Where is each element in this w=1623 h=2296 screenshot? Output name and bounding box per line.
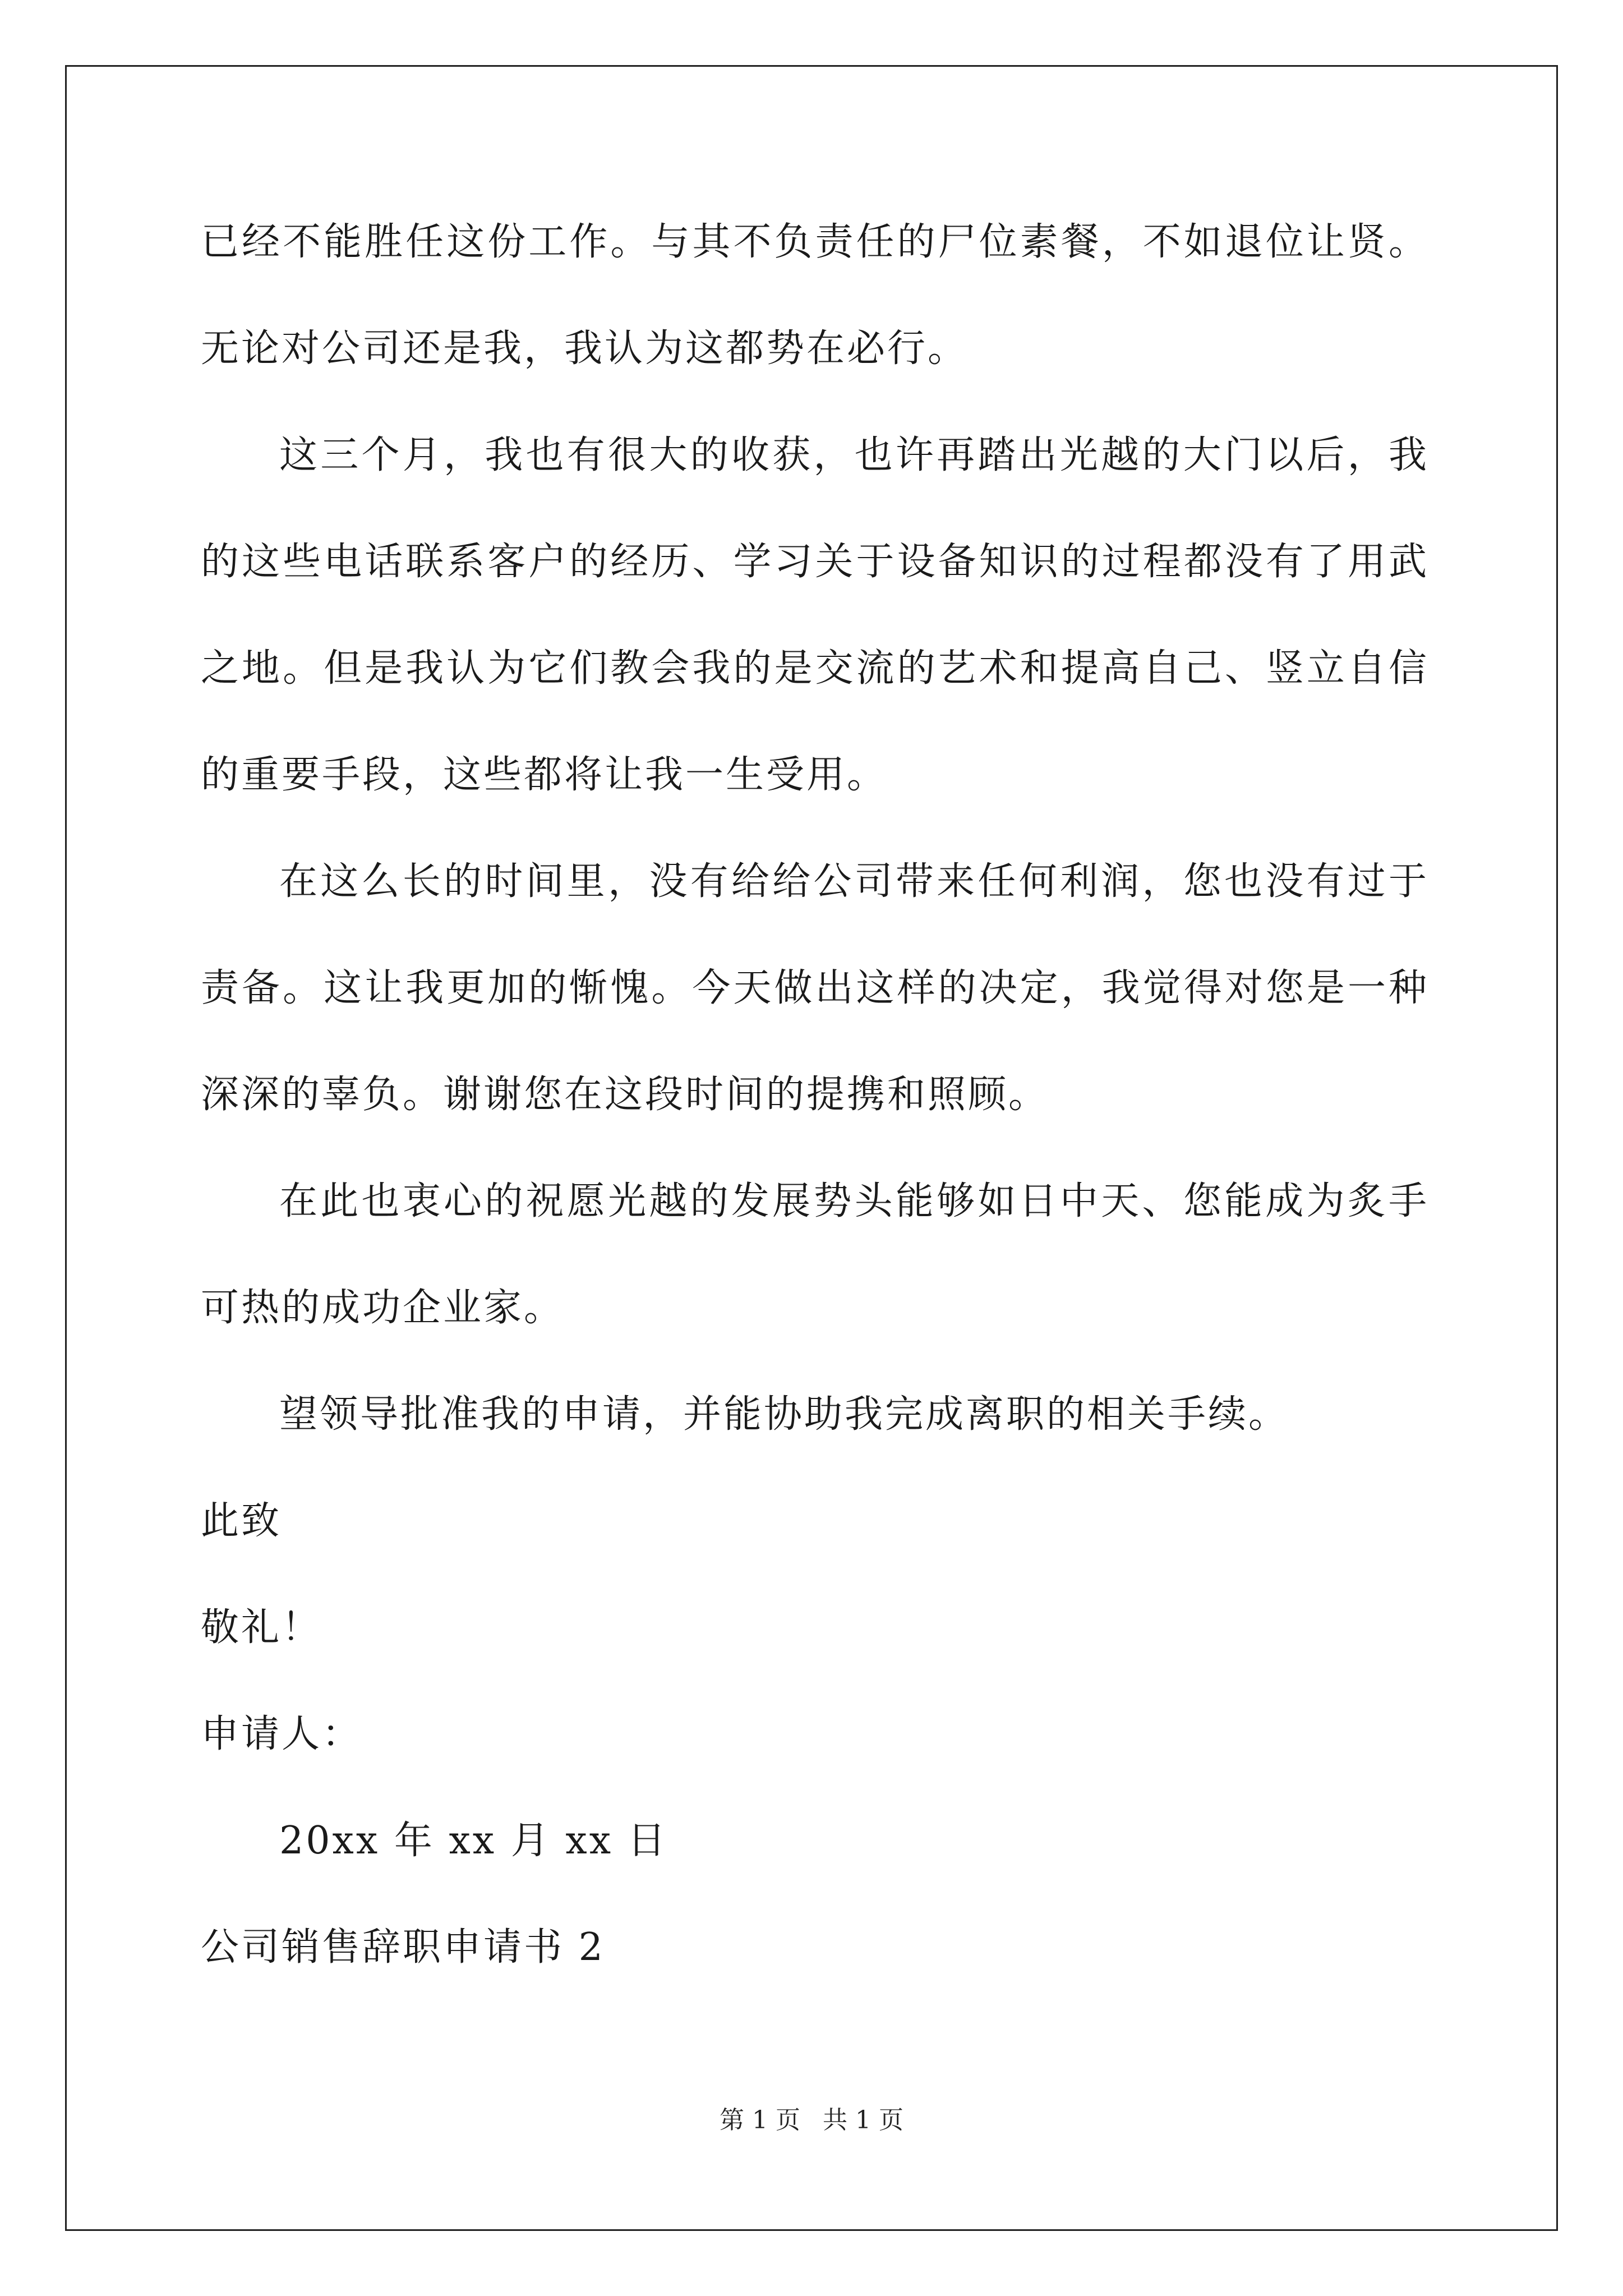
page-total: 共 1 页	[823, 2106, 903, 2134]
paragraph-start-line: 这三个月，我也有很大的收获，也许再踏出光越的大门以后，我	[279, 433, 1429, 477]
paragraph-start-line: 在此也衷心的祝愿光越的发展势头能够如日中天、您能成为炙手	[279, 1179, 1429, 1223]
page-footer	[0, 2104, 1623, 2137]
text-line: 已经不能胜任这份工作。与其不负责任的尸位素餐，不如退位让贤。	[201, 220, 1429, 264]
salutation: 此致	[201, 1499, 282, 1543]
text-line: 无论对公司还是我，我认为这都势在必行。	[201, 326, 969, 371]
paragraph-start-line: 在这么长的时间里，没有给给公司带来任何利润，您也没有过于	[279, 859, 1429, 904]
text-line: 的这些电话联系客户的经历、学习关于设备知识的过程都没有了用武	[201, 540, 1429, 584]
page-border	[65, 65, 1558, 2231]
text-line: 可热的成功企业家。	[201, 1286, 565, 1330]
date-line: 20xx 年 xx 月 xx 日	[279, 1819, 668, 1863]
closing: 敬礼！	[201, 1605, 322, 1650]
text-line: 责备。这让我更加的惭愧。今天做出这样的决定，我觉得对您是一种	[201, 966, 1429, 1010]
text-line: 之地。但是我认为它们教会我的是交流的艺术和提高自己、竖立自信	[201, 646, 1429, 691]
section-title: 公司销售辞职申请书 2	[201, 1925, 605, 1970]
text-line: 的重要手段，这些都将让我一生受用。	[201, 753, 888, 797]
page-number: 第 1 页	[720, 2106, 800, 2134]
text-line: 深深的辜负。谢谢您在这段时间的提携和照顾。	[201, 1073, 1049, 1117]
applicant-label: 申请人：	[201, 1712, 363, 1756]
paragraph-start-line: 望领导批准我的申请，并能协助我完成离职的相关手续。	[279, 1392, 1289, 1437]
